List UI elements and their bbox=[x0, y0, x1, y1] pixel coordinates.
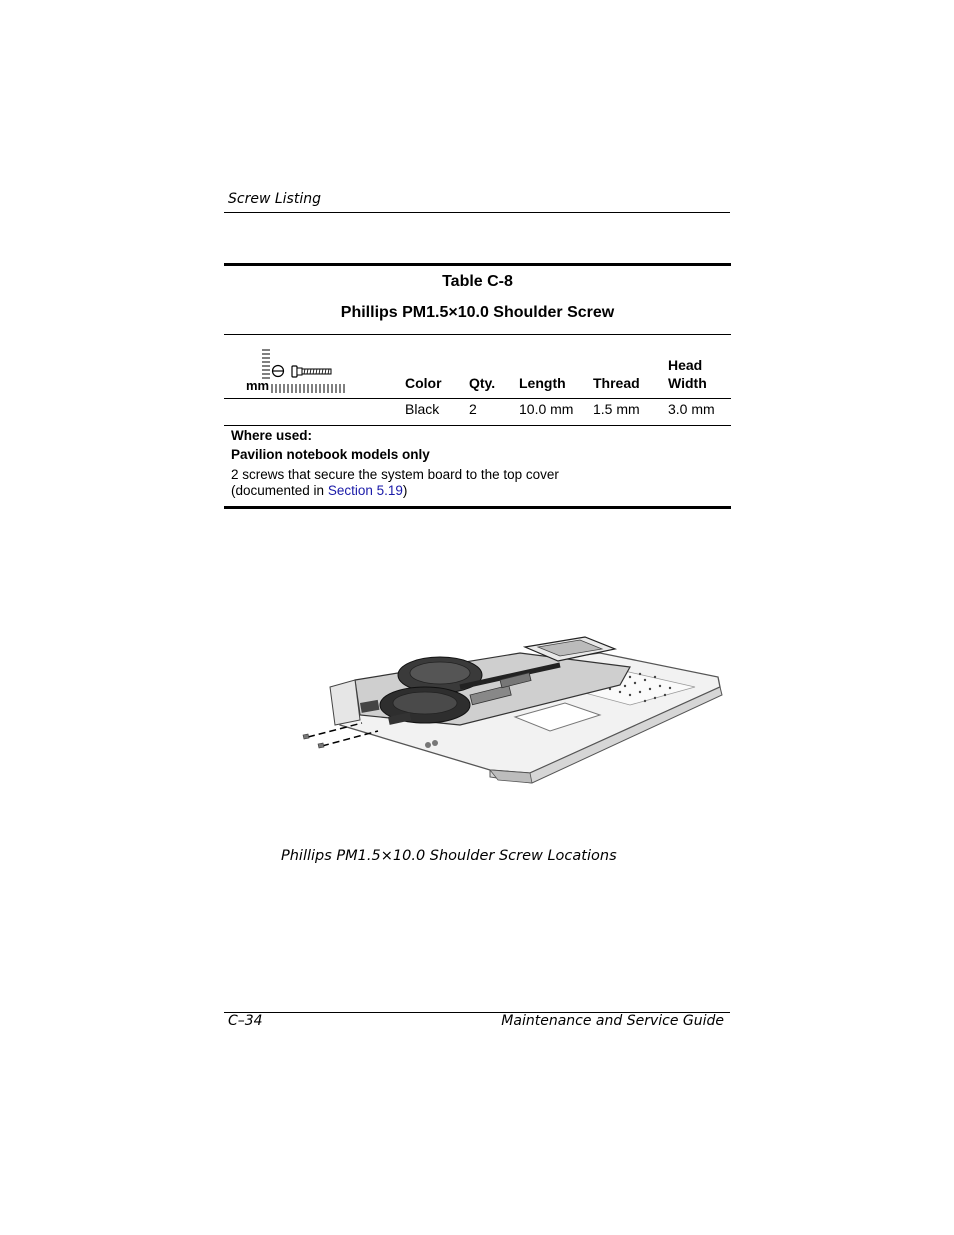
notebook-system-board-illustration bbox=[300, 625, 730, 810]
row-rule bbox=[224, 425, 731, 426]
models-note: Pavilion notebook models only bbox=[231, 447, 430, 462]
where-used-label: Where used: bbox=[231, 428, 313, 443]
table-number: Table C-8 bbox=[442, 273, 513, 290]
description-line1: 2 screws that secure the system board to the top cover bbox=[231, 467, 559, 482]
col-header-qty: Qty. bbox=[469, 375, 496, 391]
description-suffix: ) bbox=[402, 483, 408, 498]
col-header-thread: Thread bbox=[593, 375, 640, 391]
description-prefix: (documented in bbox=[231, 483, 328, 498]
cell-head-width: 3.0 mm bbox=[668, 401, 715, 417]
cell-color: Black bbox=[405, 401, 440, 417]
page-number: C–34 bbox=[228, 1013, 263, 1029]
ruler-unit-label: mm bbox=[246, 378, 270, 393]
cell-qty: 2 bbox=[469, 401, 477, 417]
col-header-color: Color bbox=[405, 375, 442, 391]
cell-length: 10.0 mm bbox=[519, 401, 574, 417]
table-title-rule bbox=[224, 334, 731, 335]
header-rule bbox=[224, 212, 730, 213]
section-link[interactable]: Section 5.19 bbox=[327, 483, 403, 498]
guide-title: Maintenance and Service Guide bbox=[501, 1013, 724, 1029]
cell-thread: 1.5 mm bbox=[593, 401, 640, 417]
figure-caption: Phillips PM1.5×10.0 Shoulder Screw Locations bbox=[281, 848, 617, 864]
col-header-head-width-line2: Width bbox=[668, 375, 707, 391]
table-top-rule bbox=[224, 263, 731, 266]
table-title: Phillips PM1.5×10.0 Shoulder Screw bbox=[340, 304, 615, 321]
running-header: Screw Listing bbox=[228, 191, 321, 207]
table-bottom-rule bbox=[224, 506, 731, 509]
col-header-head-width bbox=[668, 356, 707, 392]
col-header-head-width-line1: Head bbox=[668, 357, 703, 373]
column-header-rule bbox=[224, 398, 731, 399]
col-header-length: Length bbox=[519, 375, 566, 391]
description-line2 bbox=[231, 483, 407, 498]
